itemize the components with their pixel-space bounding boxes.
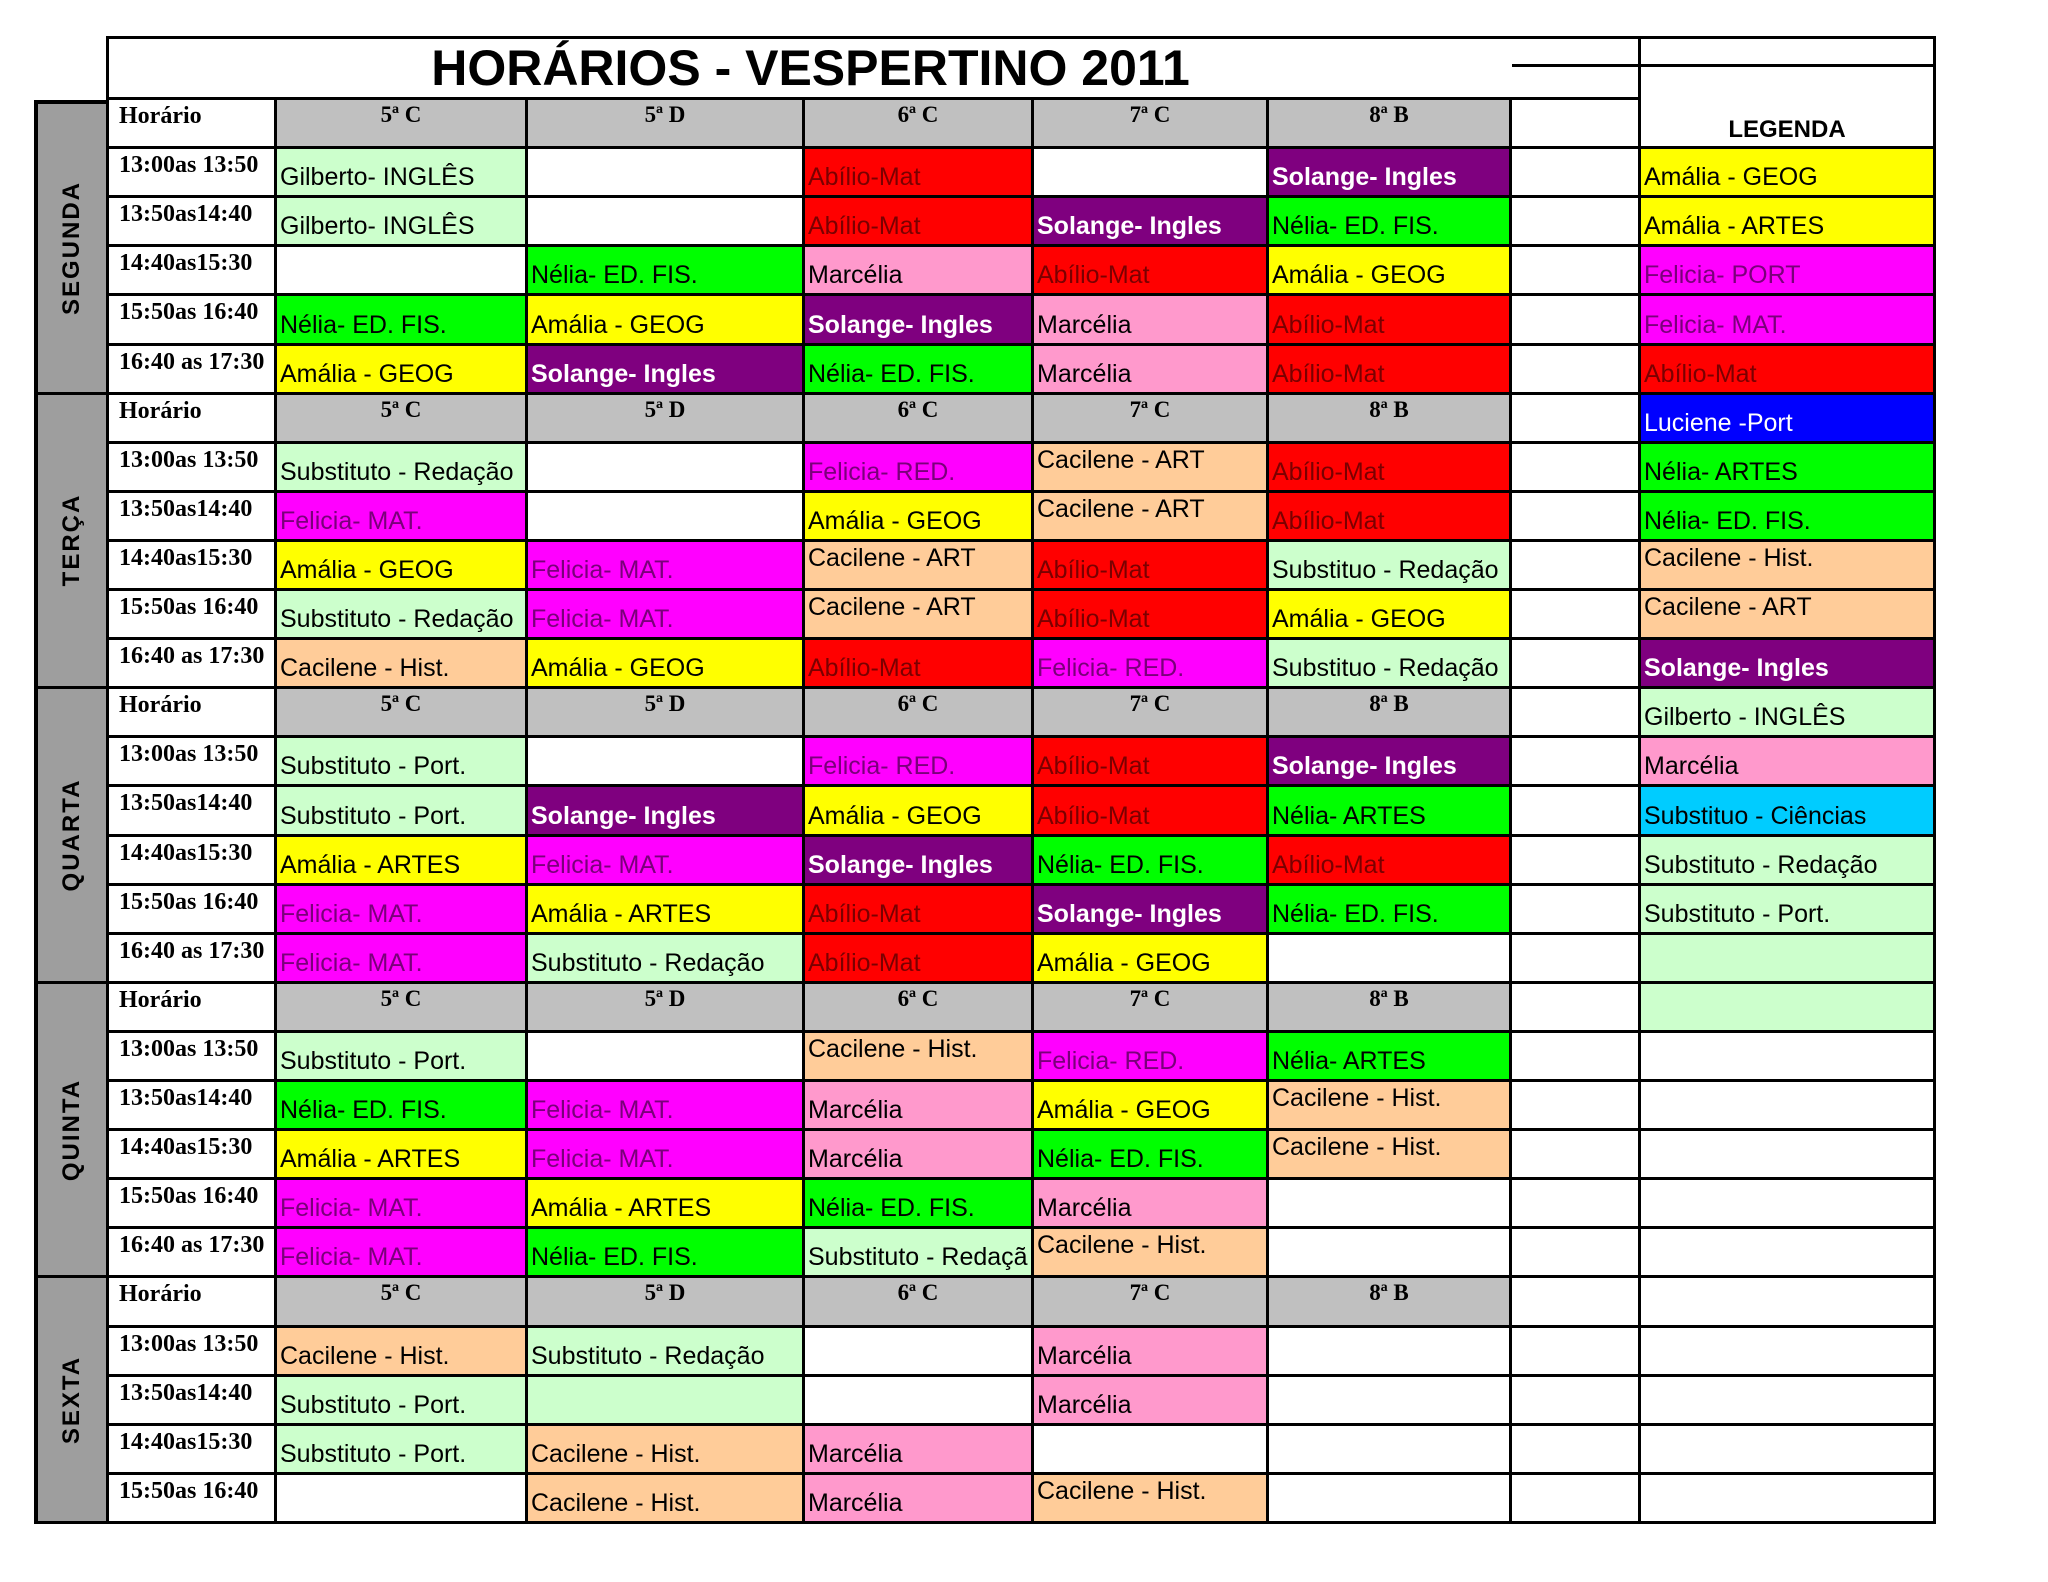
schedule-cell: Cacilene - Hist. [1034,1475,1269,1524]
time-slot: 15:50as 16:40 [106,1180,277,1229]
legend-item [1641,1229,1936,1278]
legend-item [1641,984,1936,1033]
legend-item [1641,1180,1936,1229]
schedule-cell: Solange- Ingles [1034,886,1269,935]
schedule-cell: Marcélia [805,1131,1034,1180]
schedule-cell: Amália - GEOG [277,542,528,591]
schedule-cell: Amália - GEOG [1034,935,1269,984]
schedule-cell [1269,1426,1512,1475]
class-header: 5ª D [528,984,805,1033]
schedule-cell [1034,149,1269,198]
extra-cell [1512,1229,1641,1278]
horario-header: Horário [106,395,277,444]
schedule-cell: Marcélia [1034,1377,1269,1426]
legend-item [1641,1426,1936,1475]
class-header: 5ª C [277,689,528,738]
day-label [34,984,106,1279]
schedule-cell: Cacilene - Hist. [1034,1229,1269,1278]
extra-cell [1512,1328,1641,1377]
day-label [34,395,106,690]
extra-cell [1512,1131,1641,1180]
time-slot: 13:00as 13:50 [106,1033,277,1082]
schedule-cell: Nélia- ED. FIS. [1034,1131,1269,1180]
schedule-cell [1269,1229,1512,1278]
class-header: 8ª B [1269,689,1512,738]
schedule-cell: Substituo - Redação [1269,542,1512,591]
class-header: 7ª C [1034,689,1269,738]
schedule-cell: Marcélia [805,247,1034,296]
schedule-cell [1269,1180,1512,1229]
header-blank [1641,36,1936,67]
schedule-cell: Nélia- ED. FIS. [805,1180,1034,1229]
class-header: 7ª C [1034,100,1269,149]
schedule-cell: Cacilene - ART [1034,493,1269,542]
time-slot: 16:40 as 17:30 [106,346,277,395]
extra-cell [1512,689,1641,738]
header-blank [1512,67,1641,100]
extra-cell [1512,640,1641,689]
schedule-cell [528,198,805,247]
extra-cell [1512,1475,1641,1524]
schedule-cell [805,1328,1034,1377]
schedule-cell: Gilberto- INGLÊS [277,149,528,198]
day-name: TERÇA [58,494,85,587]
legend-item: Nélia- ARTES [1641,444,1936,493]
schedule-cell: Felicia- MAT. [528,1131,805,1180]
schedule-cell: Cacilene - Hist. [1269,1082,1512,1131]
schedule-cell: Felicia- MAT. [277,1180,528,1229]
extra-cell [1512,984,1641,1033]
extra-cell [1512,787,1641,837]
schedule-cell: Solange- Ingles [805,296,1034,346]
class-header: 5ª C [277,984,528,1033]
schedule-cell: Abílio-Mat [1269,444,1512,493]
time-slot: 13:00as 13:50 [106,149,277,198]
schedule-cell [1269,1328,1512,1377]
schedule-cell: Abílio-Mat [1034,247,1269,296]
schedule-cell: Felicia- MAT. [277,935,528,984]
schedule-cell: Cacilene - Hist. [805,1033,1034,1082]
time-slot: 14:40as15:30 [106,1131,277,1180]
legend-item: Cacilene - ART [1641,591,1936,640]
schedule-cell: Substituto - Redaçã [805,1229,1034,1278]
schedule-cell: Substituto - Port. [277,1426,528,1475]
class-header: 5ª D [528,689,805,738]
extra-cell [1512,1033,1641,1082]
schedule-cell: Amália - GEOG [528,296,805,346]
schedule-cell: Abílio-Mat [805,198,1034,247]
time-slot: 16:40 as 17:30 [106,640,277,689]
time-slot: 16:40 as 17:30 [106,1229,277,1278]
schedule-cell [277,247,528,296]
schedule-cell [528,444,805,493]
extra-cell [1512,591,1641,640]
class-header: 5ª D [528,100,805,149]
time-slot: 15:50as 16:40 [106,1475,277,1524]
legend-item: Cacilene - Hist. [1641,542,1936,591]
time-slot: 13:00as 13:50 [106,1328,277,1377]
class-header: 5ª C [277,100,528,149]
schedule-cell: Amália - GEOG [1034,1082,1269,1131]
schedule-cell: Marcélia [805,1082,1034,1131]
class-header: 8ª B [1269,100,1512,149]
time-slot: 14:40as15:30 [106,837,277,886]
schedule-cell [1269,1377,1512,1426]
schedule-cell [1269,935,1512,984]
time-slot: 13:00as 13:50 [106,738,277,787]
schedule-cell: Substituto - Redação [528,935,805,984]
schedule-cell: Solange- Ingles [1269,738,1512,787]
schedule-cell: Amália - GEOG [805,787,1034,837]
legend-item: Felicia- MAT. [1641,296,1936,346]
schedule-cell: Felicia- MAT. [528,837,805,886]
horario-header: Horário [106,100,277,149]
schedule-cell: Felicia- MAT. [528,542,805,591]
page-title: HORÁRIOS - VESPERTINO 2011 [106,36,1512,100]
class-header: 8ª B [1269,984,1512,1033]
extra-cell [1512,346,1641,395]
legend-item: Substituto - Redação [1641,837,1936,886]
schedule-cell: Felicia- RED. [805,738,1034,787]
day-name: QUINTA [58,1078,85,1181]
schedule-cell: Abílio-Mat [1034,738,1269,787]
schedule-cell: Marcélia [805,1475,1034,1524]
schedule-cell [528,149,805,198]
legend-item: Substituto - Port. [1641,886,1936,935]
schedule-cell: Substituto - Redação [528,1328,805,1377]
class-header: 5ª D [528,1278,805,1328]
time-slot: 13:00as 13:50 [106,444,277,493]
schedule-cell: Nélia- ED. FIS. [528,247,805,296]
legend-item [1641,1131,1936,1180]
class-header: 7ª C [1034,395,1269,444]
schedule-cell: Nélia- ARTES [1269,787,1512,837]
extra-cell [1512,395,1641,444]
class-header: 6ª C [805,395,1034,444]
schedule-cell: Felicia- RED. [1034,1033,1269,1082]
legend-item [1641,935,1936,984]
schedule-cell: Amália - ARTES [277,1131,528,1180]
schedule-cell: Nélia- ED. FIS. [277,296,528,346]
class-header: 6ª C [805,100,1034,149]
horario-header: Horário [106,689,277,738]
extra-cell [1512,837,1641,886]
schedule-cell: Felicia- RED. [1034,640,1269,689]
extra-cell [1512,149,1641,198]
legend-item: Nélia- ED. FIS. [1641,493,1936,542]
time-slot: 14:40as15:30 [106,1426,277,1475]
schedule-cell: Abílio-Mat [805,640,1034,689]
schedule-cell: Felicia- MAT. [277,886,528,935]
schedule-cell: Solange- Ingles [528,787,805,837]
extra-cell [1512,247,1641,296]
schedule-cell: Felicia- RED. [805,444,1034,493]
schedule-cell: Abílio-Mat [1034,591,1269,640]
class-header: 7ª C [1034,1278,1269,1328]
legend-item [1641,1475,1936,1524]
legend-item [1641,1278,1936,1328]
schedule-cell [528,738,805,787]
legend-item: Solange- Ingles [1641,640,1936,689]
legend-item: Luciene -Port [1641,395,1936,444]
schedule-cell: Amália - GEOG [528,640,805,689]
schedule-cell: Nélia- ED. FIS. [277,1082,528,1131]
schedule-cell: Solange- Ingles [1034,198,1269,247]
schedule-cell: Solange- Ingles [528,346,805,395]
time-slot: 15:50as 16:40 [106,296,277,346]
legend-item: Amália - GEOG [1641,149,1936,198]
extra-cell [1512,935,1641,984]
time-slot: 13:50as14:40 [106,1377,277,1426]
schedule-cell: Abílio-Mat [1034,542,1269,591]
schedule-cell: Abílio-Mat [1269,837,1512,886]
schedule-cell: Marcélia [1034,296,1269,346]
schedule-cell: Marcélia [1034,1180,1269,1229]
schedule-cell: Marcélia [805,1426,1034,1475]
schedule-cell [277,1475,528,1524]
schedule-cell: Substituto - Port. [277,1377,528,1426]
schedule-cell: Nélia- ED. FIS. [805,346,1034,395]
legend-item: Felicia- PORT [1641,247,1936,296]
schedule-cell: Marcélia [1034,1328,1269,1377]
legend-item [1641,1033,1936,1082]
legend-item [1641,1082,1936,1131]
day-label [34,689,106,984]
schedule-cell: Solange- Ingles [1269,149,1512,198]
day-label [34,1278,106,1524]
schedule-cell: Cacilene - ART [805,591,1034,640]
schedule-cell: Abílio-Mat [1269,296,1512,346]
schedule-cell [1269,1475,1512,1524]
extra-cell [1512,493,1641,542]
class-header: 5ª C [277,1278,528,1328]
extra-cell [1512,1082,1641,1131]
horario-header: Horário [106,1278,277,1328]
extra-cell [1512,1426,1641,1475]
schedule-cell: Amália - GEOG [277,346,528,395]
schedule-cell: Cacilene - Hist. [277,1328,528,1377]
legend-item [1641,1377,1936,1426]
class-header: 6ª C [805,984,1034,1033]
extra-cell [1512,1278,1641,1328]
time-slot: 15:50as 16:40 [106,591,277,640]
legend-item: Substituo - Ciências [1641,787,1936,837]
class-header: 8ª B [1269,1278,1512,1328]
schedule-cell: Abílio-Mat [1269,346,1512,395]
day-name: QUARTA [58,778,85,892]
extra-cell [1512,542,1641,591]
schedule-cell: Cacilene - Hist. [1269,1131,1512,1180]
schedule-cell: Nélia- ARTES [1269,1033,1512,1082]
extra-cell [1512,100,1641,149]
legend-title: LEGENDA [1641,67,1936,149]
schedule-cell: Abílio-Mat [1269,493,1512,542]
schedule-cell: Nélia- ED. FIS. [1269,198,1512,247]
schedule-cell: Cacilene - ART [1034,444,1269,493]
extra-cell [1512,738,1641,787]
extra-cell [1512,1180,1641,1229]
schedule-cell [528,1033,805,1082]
schedule-cell: Amália - ARTES [528,886,805,935]
legend-item: Marcélia [1641,738,1936,787]
schedule-cell [805,1377,1034,1426]
time-slot: 13:50as14:40 [106,1082,277,1131]
legend-item [1641,1328,1936,1377]
schedule-cell: Amália - GEOG [1269,247,1512,296]
header-blank [1512,36,1641,67]
time-slot: 14:40as15:30 [106,247,277,296]
extra-cell [1512,444,1641,493]
class-header: 8ª B [1269,395,1512,444]
schedule-cell: Abílio-Mat [805,149,1034,198]
schedule-cell: Cacilene - Hist. [528,1475,805,1524]
legend-item: Gilberto - INGLÊS [1641,689,1936,738]
schedule-cell: Substituo - Redação [1269,640,1512,689]
schedule-cell [528,1377,805,1426]
schedule-cell: Substituto - Port. [277,1033,528,1082]
schedule-cell: Cacilene - ART [805,542,1034,591]
schedule-cell: Nélia- ED. FIS. [1034,837,1269,886]
extra-cell [1512,296,1641,346]
schedule-cell: Felicia- MAT. [528,1082,805,1131]
extra-cell [1512,1377,1641,1426]
schedule-cell [1034,1426,1269,1475]
class-header: 5ª C [277,395,528,444]
class-header: 5ª D [528,395,805,444]
extra-cell [1512,886,1641,935]
schedule-cell: Abílio-Mat [805,886,1034,935]
schedule-cell: Substituto - Redação [277,591,528,640]
schedule-cell: Amália - GEOG [805,493,1034,542]
schedule-cell: Nélia- ED. FIS. [528,1229,805,1278]
class-header: 6ª C [805,1278,1034,1328]
time-slot: 15:50as 16:40 [106,886,277,935]
class-header: 7ª C [1034,984,1269,1033]
schedule-cell: Cacilene - Hist. [277,640,528,689]
schedule-cell: Gilberto- INGLÊS [277,198,528,247]
time-slot: 16:40 as 17:30 [106,935,277,984]
schedule-cell: Amália - ARTES [277,837,528,886]
time-slot: 13:50as14:40 [106,493,277,542]
day-label [34,100,106,395]
schedule-cell: Felicia- MAT. [277,1229,528,1278]
time-slot: 13:50as14:40 [106,787,277,837]
schedule-cell: Felicia- MAT. [528,591,805,640]
horario-header: Horário [106,984,277,1033]
schedule-cell: Felicia- MAT. [277,493,528,542]
time-slot: 13:50as14:40 [106,198,277,247]
day-name: SEXTA [58,1355,85,1444]
schedule-cell: Solange- Ingles [805,837,1034,886]
schedule-cell: Substituto - Port. [277,787,528,837]
schedule-cell [528,493,805,542]
class-header: 6ª C [805,689,1034,738]
schedule-cell: Amália - ARTES [528,1180,805,1229]
schedule-cell: Substituto - Redação [277,444,528,493]
schedule-cell: Abílio-Mat [1034,787,1269,837]
time-slot: 14:40as15:30 [106,542,277,591]
schedule-cell: Nélia- ED. FIS. [1269,886,1512,935]
schedule-cell: Marcélia [1034,346,1269,395]
day-name: SEGUNDA [58,180,85,315]
schedule-cell: Cacilene - Hist. [528,1426,805,1475]
extra-cell [1512,198,1641,247]
schedule-cell: Abílio-Mat [805,935,1034,984]
schedule-cell: Substituto - Port. [277,738,528,787]
schedule-cell: Amália - GEOG [1269,591,1512,640]
legend-item: Amália - ARTES [1641,198,1936,247]
legend-item: Abílio-Mat [1641,346,1936,395]
